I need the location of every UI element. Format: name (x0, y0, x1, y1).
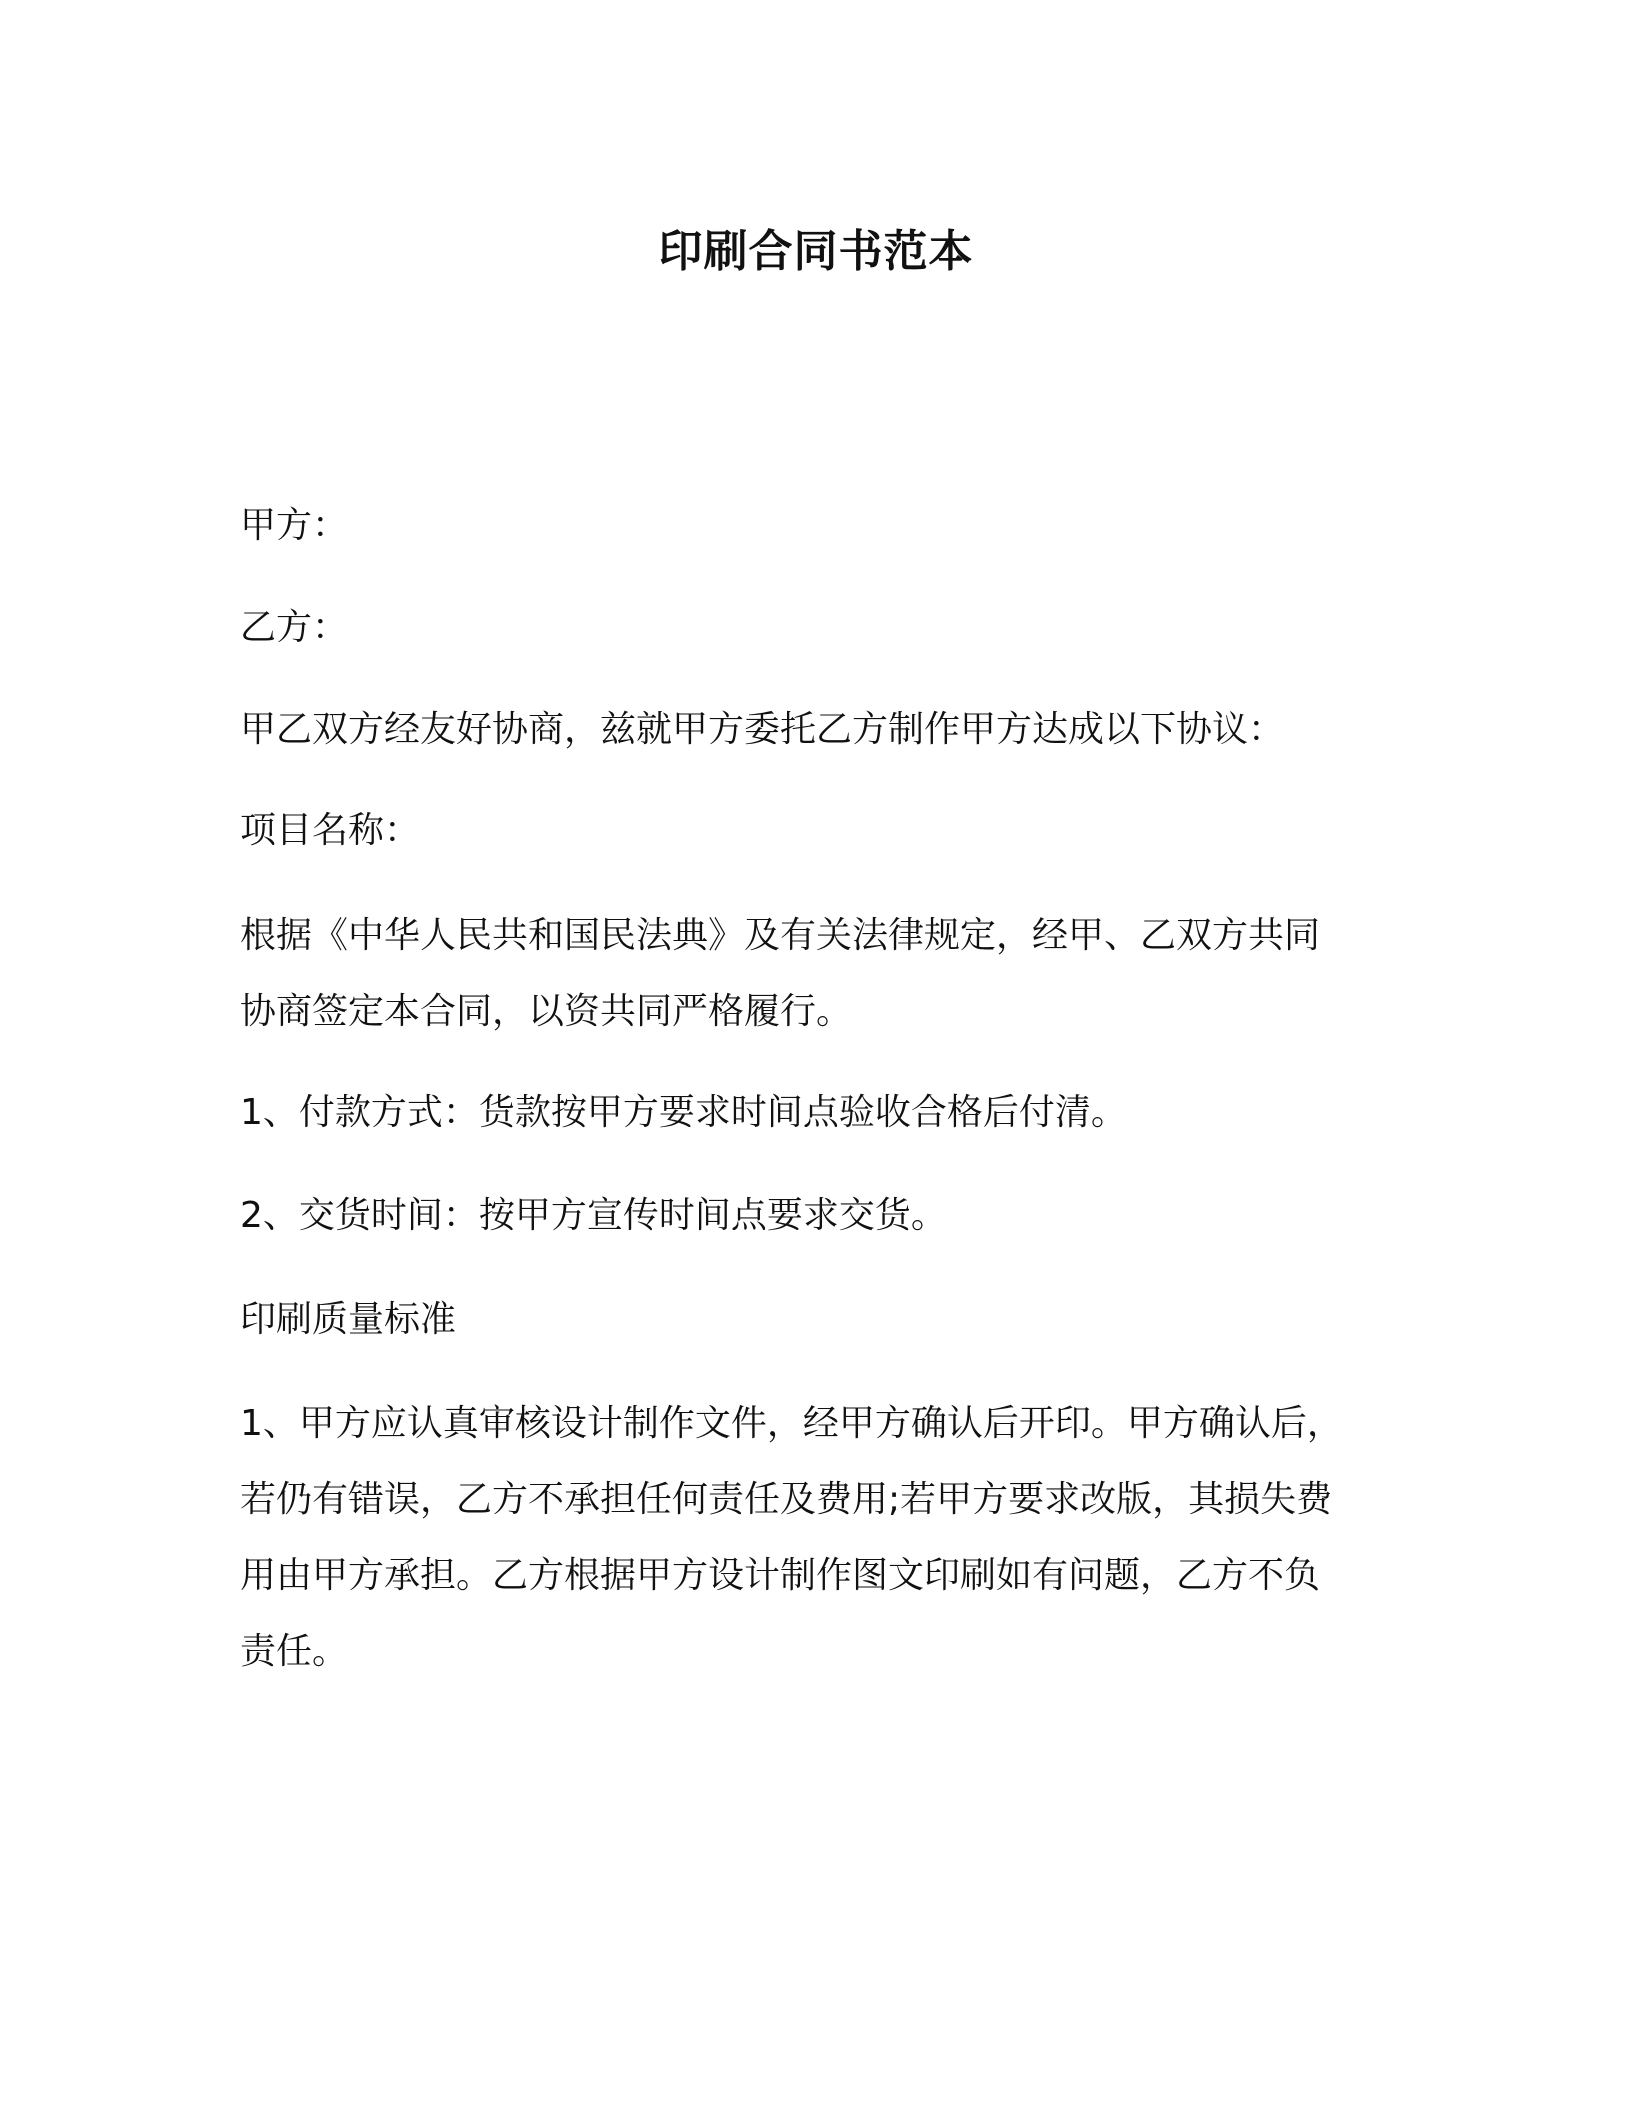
quality-clause-line-1: 1、甲方应认真审核设计制作文件，经甲方确认后开印。甲方确认后， (240, 1403, 1343, 1444)
quality-clause-line-3: 用由甲方承担。乙方根据甲方设计制作图文印刷如有问题，乙方不负 (240, 1555, 1321, 1596)
intro-paragraph: 甲乙双方经友好协商，兹就甲方委托乙方制作甲方达成以下协议： (240, 709, 1285, 750)
legal-basis-line-2: 协商签定本合同，以资共同严格履行。 (240, 991, 853, 1032)
party-a-label: 甲方： (240, 505, 349, 546)
document-title: 印刷合同书范本 (658, 226, 974, 277)
payment-clause: 1、付款方式：货款按甲方要求时间点验收合格后付清。 (240, 1092, 1127, 1133)
legal-basis-line-1: 根据《中华人民共和国民法典》及有关法律规定，经甲、乙双方共同 (240, 915, 1321, 956)
quality-clause-line-2: 若仍有错误，乙方不承担任何责任及费用;若甲方要求改版，其损失费 (240, 1479, 1333, 1520)
quality-clause-line-4: 责任。 (240, 1631, 349, 1672)
quality-heading: 印刷质量标准 (240, 1299, 457, 1340)
project-name-label: 项目名称： (240, 810, 421, 851)
delivery-clause: 2、交货时间：按甲方宣传时间点要求交货。 (240, 1195, 947, 1236)
party-b-label: 乙方： (240, 607, 349, 648)
